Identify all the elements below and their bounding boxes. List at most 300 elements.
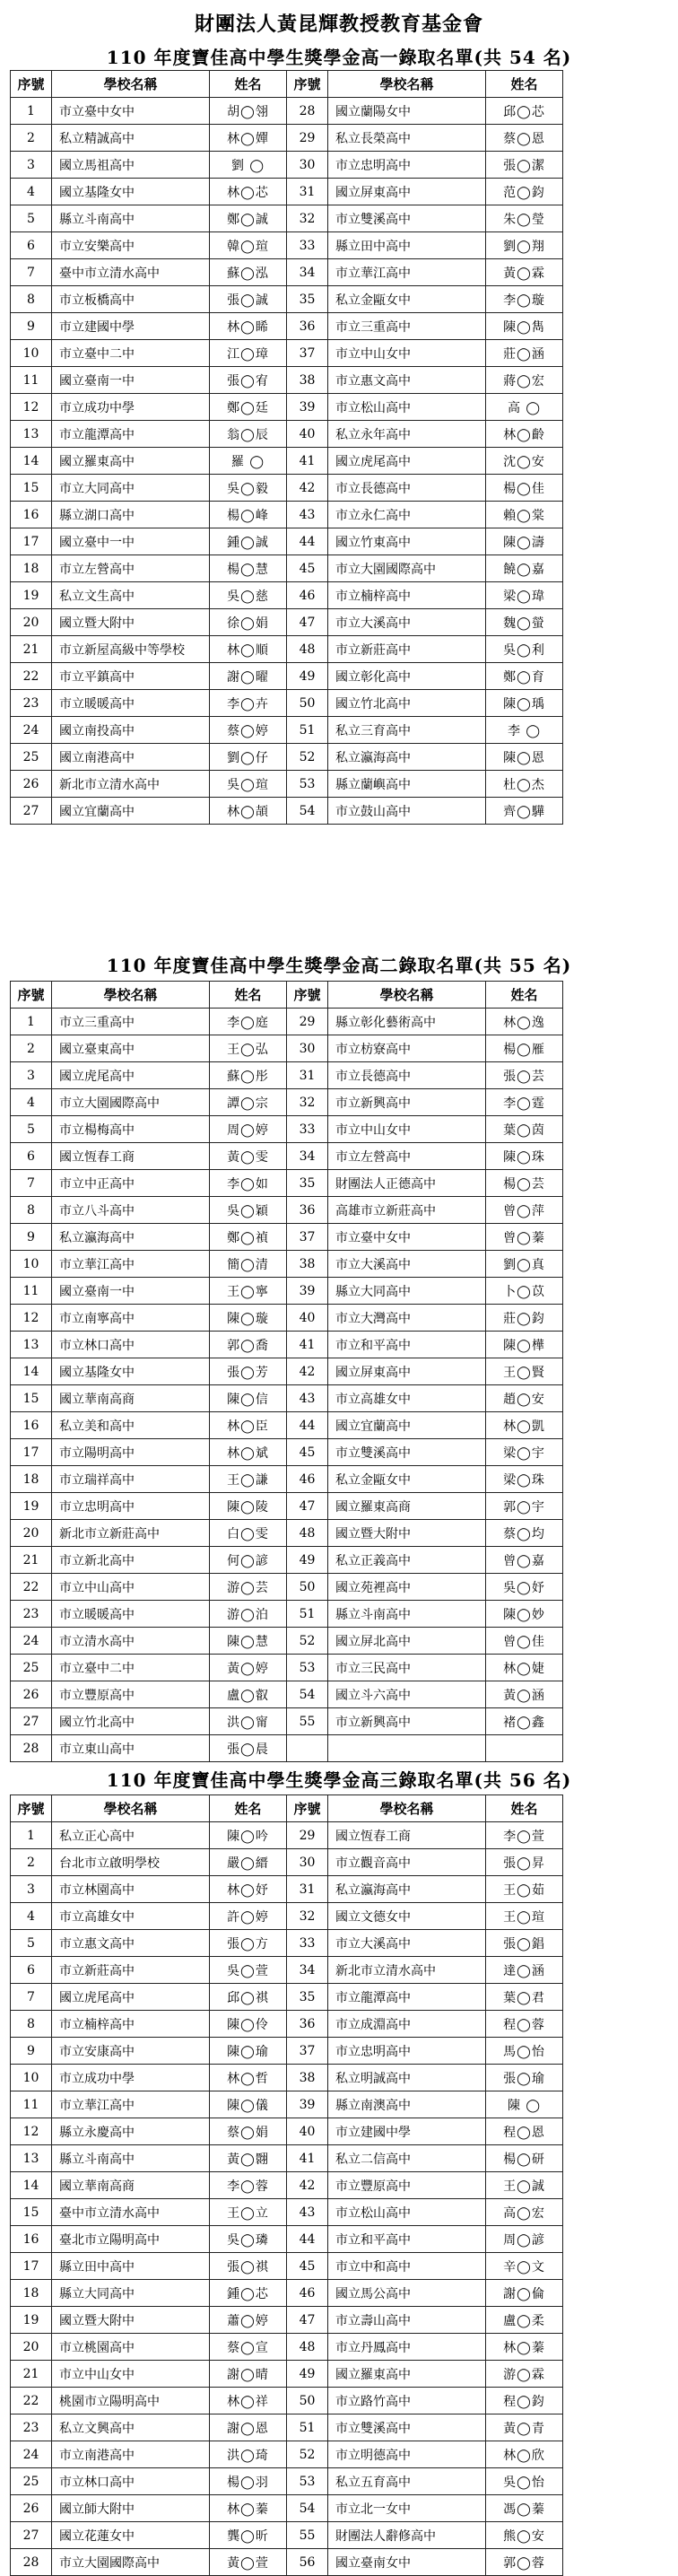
table-row	[11, 771, 563, 798]
school-name: 市立壽山高中	[328, 2307, 486, 2334]
school-name: 國立竹北高中	[52, 1708, 210, 1735]
school-name: 市立平鎮高中	[52, 663, 210, 690]
student-name: 白◯雯	[210, 1520, 287, 1547]
row-number	[287, 1735, 328, 1762]
row-number: 10	[11, 1251, 52, 1278]
student-name: 劉 ◯	[210, 152, 287, 179]
school-name: 市立臺中二中	[52, 340, 210, 367]
table-row	[11, 1822, 563, 1849]
student-name: 蘇◯彤	[210, 1062, 287, 1089]
school-name: 國立屏東高中	[328, 1358, 486, 1385]
student-name: 鄭◯育	[486, 663, 563, 690]
table-row	[11, 475, 563, 502]
student-name: 鍾◯誠	[210, 528, 287, 555]
student-name: 簡◯清	[210, 1251, 287, 1278]
school-name: 縣立斗南高中	[52, 2145, 210, 2172]
school-name: 私立長榮高中	[328, 125, 486, 152]
row-number: 33	[287, 1116, 328, 1143]
table-row	[11, 2361, 563, 2388]
student-name: 徐◯娟	[210, 609, 287, 636]
row-number: 51	[287, 1601, 328, 1628]
section-title-grade-1: 110 年度寶佳高中學生獎學金高一錄取名單(共 54 名)	[106, 47, 572, 68]
table-row	[11, 2388, 563, 2414]
column-header-no: 序號	[287, 1795, 328, 1822]
student-name: 趙◯安	[486, 1385, 563, 1412]
student-name: 盧◯柔	[486, 2307, 563, 2334]
school-name: 市立華江高中	[328, 259, 486, 286]
row-number: 35	[287, 286, 328, 313]
school-name: 國立馬祖高中	[52, 152, 210, 179]
row-number: 23	[11, 690, 52, 717]
table-row	[11, 1224, 563, 1251]
row-number: 13	[11, 2145, 52, 2172]
row-number: 2	[11, 1849, 52, 1876]
row-number: 47	[287, 609, 328, 636]
student-name: 曾◯嘉	[486, 1547, 563, 1574]
school-name: 私立永年高中	[328, 421, 486, 448]
student-name: 陳◯慧	[210, 1628, 287, 1655]
table-row	[11, 1035, 563, 1062]
student-name: 鄭◯廷	[210, 394, 287, 421]
row-number: 34	[287, 1143, 328, 1170]
row-number: 13	[11, 1332, 52, 1358]
table-row	[11, 690, 563, 717]
column-header-no: 序號	[11, 982, 52, 1009]
student-name: 楊◯雁	[486, 1035, 563, 1062]
student-name: 王◯寧	[210, 1278, 287, 1305]
student-name: 吳◯璘	[210, 2226, 287, 2253]
school-name: 私立瀛海高中	[328, 1876, 486, 1903]
column-header-no: 序號	[11, 1795, 52, 1822]
school-name: 市立中山女中	[328, 1116, 486, 1143]
row-number: 5	[11, 205, 52, 232]
student-name: 王◯茹	[486, 1876, 563, 1903]
school-name: 市立新莊高中	[328, 636, 486, 663]
student-name: 陳◯信	[210, 1385, 287, 1412]
school-name: 市立建國中學	[328, 2118, 486, 2145]
table-row	[11, 421, 563, 448]
row-number: 42	[287, 1358, 328, 1385]
row-number: 45	[287, 2253, 328, 2280]
school-name: 國立暨大附中	[52, 609, 210, 636]
row-number: 22	[11, 2388, 52, 2414]
student-name: 盧◯叡	[210, 1681, 287, 1708]
school-name: 縣立蘭嶼高中	[328, 771, 486, 798]
student-name: 翁◯辰	[210, 421, 287, 448]
student-name: 吳◯妤	[486, 1574, 563, 1601]
organization-title: 財團法人黃昆輝教授教育基金會	[194, 13, 483, 36]
row-number: 39	[287, 2091, 328, 2118]
student-name: 蔣◯宏	[486, 367, 563, 394]
student-name: 楊◯芸	[486, 1170, 563, 1197]
student-name: 劉◯真	[486, 1251, 563, 1278]
table-row	[11, 1251, 563, 1278]
school-name: 國立斗六高中	[328, 1681, 486, 1708]
student-name: 謝◯恩	[210, 2414, 287, 2441]
table-row	[11, 502, 563, 528]
row-number: 8	[11, 286, 52, 313]
row-number: 42	[287, 2172, 328, 2199]
row-number: 31	[287, 1062, 328, 1089]
school-name: 市立八斗高中	[52, 1197, 210, 1224]
student-name: 辛◯文	[486, 2253, 563, 2280]
student-name: 莊◯涵	[486, 340, 563, 367]
school-name: 縣立田中高中	[52, 2253, 210, 2280]
school-name: 市立北一女中	[328, 2495, 486, 2522]
table-row	[11, 340, 563, 367]
student-name: 陳◯陵	[210, 1493, 287, 1520]
student-name: 陳◯樺	[486, 1332, 563, 1358]
table-row	[11, 1903, 563, 1930]
table-row	[11, 2145, 563, 2172]
student-name: 蔡◯恩	[486, 125, 563, 152]
student-name: 吳◯利	[486, 636, 563, 663]
school-name: 市立路竹高中	[328, 2388, 486, 2414]
school-name: 私立明誠高中	[328, 2065, 486, 2091]
student-name: 莊◯鈞	[486, 1305, 563, 1332]
school-name: 市立林口高中	[52, 2468, 210, 2495]
school-name: 市立林園高中	[52, 1876, 210, 1903]
student-name: 陳◯儀	[210, 2091, 287, 2118]
student-name: 洪◯琦	[210, 2441, 287, 2468]
row-number: 24	[11, 1628, 52, 1655]
school-name: 縣立永慶高中	[52, 2118, 210, 2145]
school-name: 市立大溪高中	[328, 609, 486, 636]
table-row	[11, 2065, 563, 2091]
row-number: 1	[11, 1822, 52, 1849]
table-row	[11, 2522, 563, 2549]
row-number: 6	[11, 232, 52, 259]
row-number: 2	[11, 1035, 52, 1062]
column-header-no: 序號	[287, 982, 328, 1009]
table-row	[11, 1143, 563, 1170]
student-name: 陳◯恩	[486, 744, 563, 771]
table-row	[11, 2441, 563, 2468]
student-name: 林◯逸	[486, 1009, 563, 1035]
student-name: 高 ◯	[486, 394, 563, 421]
table-row	[11, 2118, 563, 2145]
student-name: 張◯瑜	[486, 2065, 563, 2091]
student-name: 邱◯芯	[486, 98, 563, 125]
table-row	[11, 2495, 563, 2522]
student-name: 吳◯萱	[210, 1957, 287, 1984]
student-name: 馮◯蓁	[486, 2495, 563, 2522]
school-name: 私立二信高中	[328, 2145, 486, 2172]
table-row	[11, 98, 563, 125]
table-row	[11, 1358, 563, 1385]
school-name: 市立明德高中	[328, 2441, 486, 2468]
row-number: 47	[287, 1493, 328, 1520]
school-name: 臺中市立清水高中	[52, 2199, 210, 2226]
table-row	[11, 1601, 563, 1628]
school-name: 國立花蓮女中	[52, 2522, 210, 2549]
school-name: 市立左營高中	[52, 555, 210, 582]
student-name: 張◯誠	[210, 286, 287, 313]
student-name: 蔡◯宣	[210, 2334, 287, 2361]
school-name: 市立中山女中	[328, 340, 486, 367]
school-name: 市立中山高中	[52, 1574, 210, 1601]
table-header-row	[11, 982, 563, 1009]
student-name: 陳◯璇	[210, 1305, 287, 1332]
row-number: 12	[11, 1305, 52, 1332]
student-name: 楊◯慧	[210, 555, 287, 582]
row-number: 20	[11, 1520, 52, 1547]
row-number: 7	[11, 1170, 52, 1197]
school-name: 國立臺南一中	[52, 1278, 210, 1305]
school-name: 市立大園國際高中	[52, 2549, 210, 2576]
row-number: 41	[287, 1332, 328, 1358]
row-number: 37	[287, 340, 328, 367]
row-number: 16	[11, 1412, 52, 1439]
school-name: 市立臺中女中	[328, 1224, 486, 1251]
student-name: 黃◯霖	[486, 259, 563, 286]
table-row	[11, 609, 563, 636]
student-name: 陳◯瑀	[486, 690, 563, 717]
school-name: 市立新興高中	[328, 1089, 486, 1116]
student-name: 謝◯倫	[486, 2280, 563, 2307]
student-name: 曾◯蓁	[486, 1224, 563, 1251]
row-number: 19	[11, 1493, 52, 1520]
table-row	[11, 205, 563, 232]
school-name: 國立臺南一中	[52, 367, 210, 394]
school-name: 國立屏東高中	[328, 179, 486, 205]
row-number: 6	[11, 1957, 52, 1984]
student-name: 邱◯祺	[210, 1984, 287, 2011]
row-number: 44	[287, 528, 328, 555]
table-row	[11, 152, 563, 179]
row-number: 12	[11, 394, 52, 421]
table-row	[11, 394, 563, 421]
column-header-school: 學校名稱	[52, 1795, 210, 1822]
student-name: 張◯芳	[210, 1358, 287, 1385]
student-name: 曾◯萍	[486, 1197, 563, 1224]
school-name: 私立金甌女中	[328, 286, 486, 313]
school-name: 市立暖暖高中	[52, 690, 210, 717]
school-name: 高雄市立新莊高中	[328, 1197, 486, 1224]
row-number: 7	[11, 259, 52, 286]
student-name: 褚◯鑫	[486, 1708, 563, 1735]
column-header-school: 學校名稱	[328, 71, 486, 98]
student-name: 吳◯慈	[210, 582, 287, 609]
school-name: 國立羅東高中	[52, 448, 210, 475]
row-number: 15	[11, 2199, 52, 2226]
row-number: 48	[287, 1520, 328, 1547]
school-name: 市立雙溪高中	[328, 1439, 486, 1466]
student-name: 曾◯佳	[486, 1628, 563, 1655]
school-name: 市立成功中學	[52, 2065, 210, 2091]
student-name: 林◯臣	[210, 1412, 287, 1439]
row-number: 36	[287, 2011, 328, 2038]
table-row	[11, 2280, 563, 2307]
row-number: 12	[11, 2118, 52, 2145]
column-header-name: 姓名	[210, 71, 287, 98]
row-number: 41	[287, 448, 328, 475]
student-name: 林◯嬋	[210, 125, 287, 152]
school-name: 新北市立新莊高中	[52, 1520, 210, 1547]
student-name: 吳◯瑄	[210, 771, 287, 798]
school-name: 國立師大附中	[52, 2495, 210, 2522]
row-number: 4	[11, 179, 52, 205]
row-number: 36	[287, 1197, 328, 1224]
row-number: 16	[11, 2226, 52, 2253]
row-number: 31	[287, 1876, 328, 1903]
column-header-no: 序號	[287, 71, 328, 98]
student-name: 吳◯穎	[210, 1197, 287, 1224]
school-name: 市立新屋高級中等學校	[52, 636, 210, 663]
school-name: 財團法人辭修高中	[328, 2522, 486, 2549]
school-name: 市立中和高中	[328, 2253, 486, 2280]
table-row	[11, 1439, 563, 1466]
table-row	[11, 2226, 563, 2253]
row-number: 21	[11, 636, 52, 663]
student-name: 陳 ◯	[486, 2091, 563, 2118]
school-name: 市立觀音高中	[328, 1849, 486, 1876]
school-name: 私立文興高中	[52, 2414, 210, 2441]
row-number: 56	[287, 2549, 328, 2576]
school-name: 市立中正高中	[52, 1170, 210, 1197]
school-name: 台北市立啟明學校	[52, 1849, 210, 1876]
row-number: 11	[11, 367, 52, 394]
school-name: 國立屏北高中	[328, 1628, 486, 1655]
school-name: 市立楠梓高中	[328, 582, 486, 609]
student-name: 張◯祺	[210, 2253, 287, 2280]
school-name: 國立羅東高中	[328, 2361, 486, 2388]
school-name: 市立東山高中	[52, 1735, 210, 1762]
row-number: 9	[11, 313, 52, 340]
row-number: 9	[11, 2038, 52, 2065]
school-name: 市立板橋高中	[52, 286, 210, 313]
student-name: 林◯凱	[486, 1412, 563, 1439]
table-row	[11, 1628, 563, 1655]
school-name: 市立大灣高中	[328, 1305, 486, 1332]
student-name: 游◯泊	[210, 1601, 287, 1628]
student-name: 林◯祥	[210, 2388, 287, 2414]
table-row	[11, 1278, 563, 1305]
student-name: 周◯諺	[486, 2226, 563, 2253]
table-row	[11, 2011, 563, 2038]
school-name: 市立臺中女中	[52, 98, 210, 125]
row-number: 39	[287, 394, 328, 421]
student-name: 黃◯翾	[210, 2145, 287, 2172]
row-number: 18	[11, 555, 52, 582]
table-row	[11, 1197, 563, 1224]
row-number: 10	[11, 2065, 52, 2091]
row-number: 9	[11, 1224, 52, 1251]
table-row	[11, 1089, 563, 1116]
school-name: 市立南寧高中	[52, 1305, 210, 1332]
student-name: 郭◯宇	[486, 1493, 563, 1520]
student-name: 蕭◯婷	[210, 2307, 287, 2334]
school-name: 國立暨大附中	[328, 1520, 486, 1547]
school-name: 國立虎尾高中	[328, 448, 486, 475]
student-name: 沈◯安	[486, 448, 563, 475]
table-row	[11, 1849, 563, 1876]
school-name: 市立大園國際高中	[328, 555, 486, 582]
row-number: 54	[287, 1681, 328, 1708]
school-name: 市立臺中二中	[52, 1655, 210, 1681]
student-name: 張◯潔	[486, 152, 563, 179]
school-name: 市立建國中學	[52, 313, 210, 340]
table-row	[11, 1681, 563, 1708]
row-number: 37	[287, 1224, 328, 1251]
school-name: 縣立斗南高中	[328, 1601, 486, 1628]
row-number: 17	[11, 2253, 52, 2280]
school-name: 市立雙溪高中	[328, 205, 486, 232]
student-name: 高◯宏	[486, 2199, 563, 2226]
student-name: 游◯霖	[486, 2361, 563, 2388]
school-name: 縣立彰化藝術高中	[328, 1009, 486, 1035]
table-row	[11, 1385, 563, 1412]
row-number: 33	[287, 232, 328, 259]
student-name: 鍾◯芯	[210, 2280, 287, 2307]
table-row	[11, 1547, 563, 1574]
row-number: 24	[11, 2441, 52, 2468]
table-row	[11, 555, 563, 582]
student-name: 范◯鈞	[486, 179, 563, 205]
row-number: 46	[287, 2280, 328, 2307]
school-name: 國立彰化高中	[328, 663, 486, 690]
row-number: 28	[11, 1735, 52, 1762]
row-number: 25	[11, 744, 52, 771]
row-number: 14	[11, 2172, 52, 2199]
row-number: 3	[11, 152, 52, 179]
row-number: 27	[11, 2522, 52, 2549]
table-row	[11, 798, 563, 825]
row-number: 36	[287, 313, 328, 340]
table-row	[11, 313, 563, 340]
row-number: 14	[11, 1358, 52, 1385]
row-number: 50	[287, 2388, 328, 2414]
school-name: 市立新興高中	[328, 1708, 486, 1735]
student-name: 林◯婕	[486, 1655, 563, 1681]
row-number: 7	[11, 1984, 52, 2011]
school-name: 市立忠明高中	[328, 2038, 486, 2065]
student-name: 陳◯雋	[486, 313, 563, 340]
table-header-row	[11, 1795, 563, 1822]
row-number: 8	[11, 2011, 52, 2038]
student-name: 陳◯珠	[486, 1143, 563, 1170]
column-header-name: 姓名	[486, 982, 563, 1009]
row-number: 15	[11, 475, 52, 502]
row-number: 19	[11, 2307, 52, 2334]
row-number: 43	[287, 502, 328, 528]
table-row	[11, 2199, 563, 2226]
row-number: 5	[11, 1930, 52, 1957]
row-number: 52	[287, 744, 328, 771]
column-header-school: 學校名稱	[52, 71, 210, 98]
school-name: 市立豐原高中	[328, 2172, 486, 2199]
row-number: 48	[287, 636, 328, 663]
row-number: 11	[11, 2091, 52, 2118]
school-name: 市立南港高中	[52, 2441, 210, 2468]
school-name: 市立華江高中	[52, 2091, 210, 2118]
row-number: 35	[287, 1984, 328, 2011]
student-name: 梁◯瑋	[486, 582, 563, 609]
school-name: 私立文生高中	[52, 582, 210, 609]
column-header-school: 學校名稱	[52, 982, 210, 1009]
column-header-name: 姓名	[486, 1795, 563, 1822]
student-name: 熊◯安	[486, 2522, 563, 2549]
row-number: 1	[11, 98, 52, 125]
student-name: 謝◯曜	[210, 663, 287, 690]
row-number: 44	[287, 2226, 328, 2253]
student-name: 蔡◯婷	[210, 717, 287, 744]
table-row	[11, 2172, 563, 2199]
row-number: 14	[11, 448, 52, 475]
student-name: 張◯宥	[210, 367, 287, 394]
table-row	[11, 1466, 563, 1493]
row-number: 49	[287, 1547, 328, 1574]
